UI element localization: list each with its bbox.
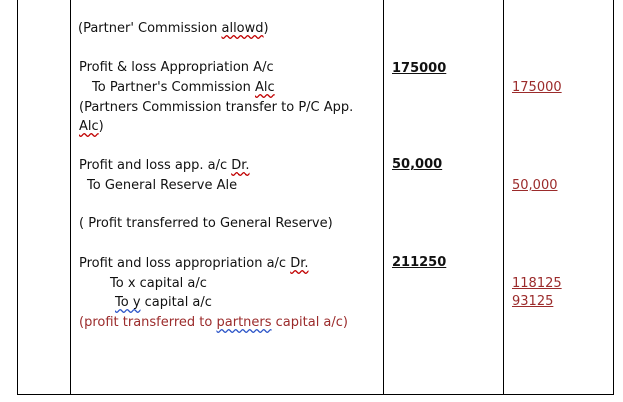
narration: (Partners Commission transfer to P/C App. [79, 100, 354, 115]
column-border [503, 0, 504, 395]
narration: (Partner' Commission allowd) [78, 21, 269, 36]
column-border [613, 0, 614, 395]
debit-account: Profit and loss appropriation a/c Dr. [79, 256, 309, 271]
column-border [17, 0, 18, 395]
column-border [70, 0, 71, 395]
column-border [383, 0, 384, 395]
debit-amount: 175000 [392, 61, 447, 76]
credit-amount: 93125 [512, 294, 554, 309]
credit-account: To General Reserve Ale [87, 178, 238, 193]
debit-amount: 211250 [392, 255, 447, 270]
credit-amount: 175000 [512, 80, 562, 95]
table-bottom-border [17, 394, 614, 395]
credit-amount: 118125 [512, 276, 562, 291]
credit-account: To y capital a/c [115, 295, 212, 310]
narration: (profit transferred to partners capital a/c) [79, 315, 348, 330]
debit-account: Profit and loss app. a/c Dr. [79, 158, 250, 173]
debit-account: Profit & loss Appropriation A/c [79, 60, 274, 75]
credit-account: To Partner's Commission Alc [92, 80, 275, 95]
narration: Alc) [79, 119, 104, 134]
credit-account: To x capital a/c [110, 276, 207, 291]
narration: ( Profit transferred to General Reserve) [79, 216, 333, 231]
debit-amount: 50,000 [392, 157, 443, 172]
credit-amount: 50,000 [512, 178, 558, 193]
